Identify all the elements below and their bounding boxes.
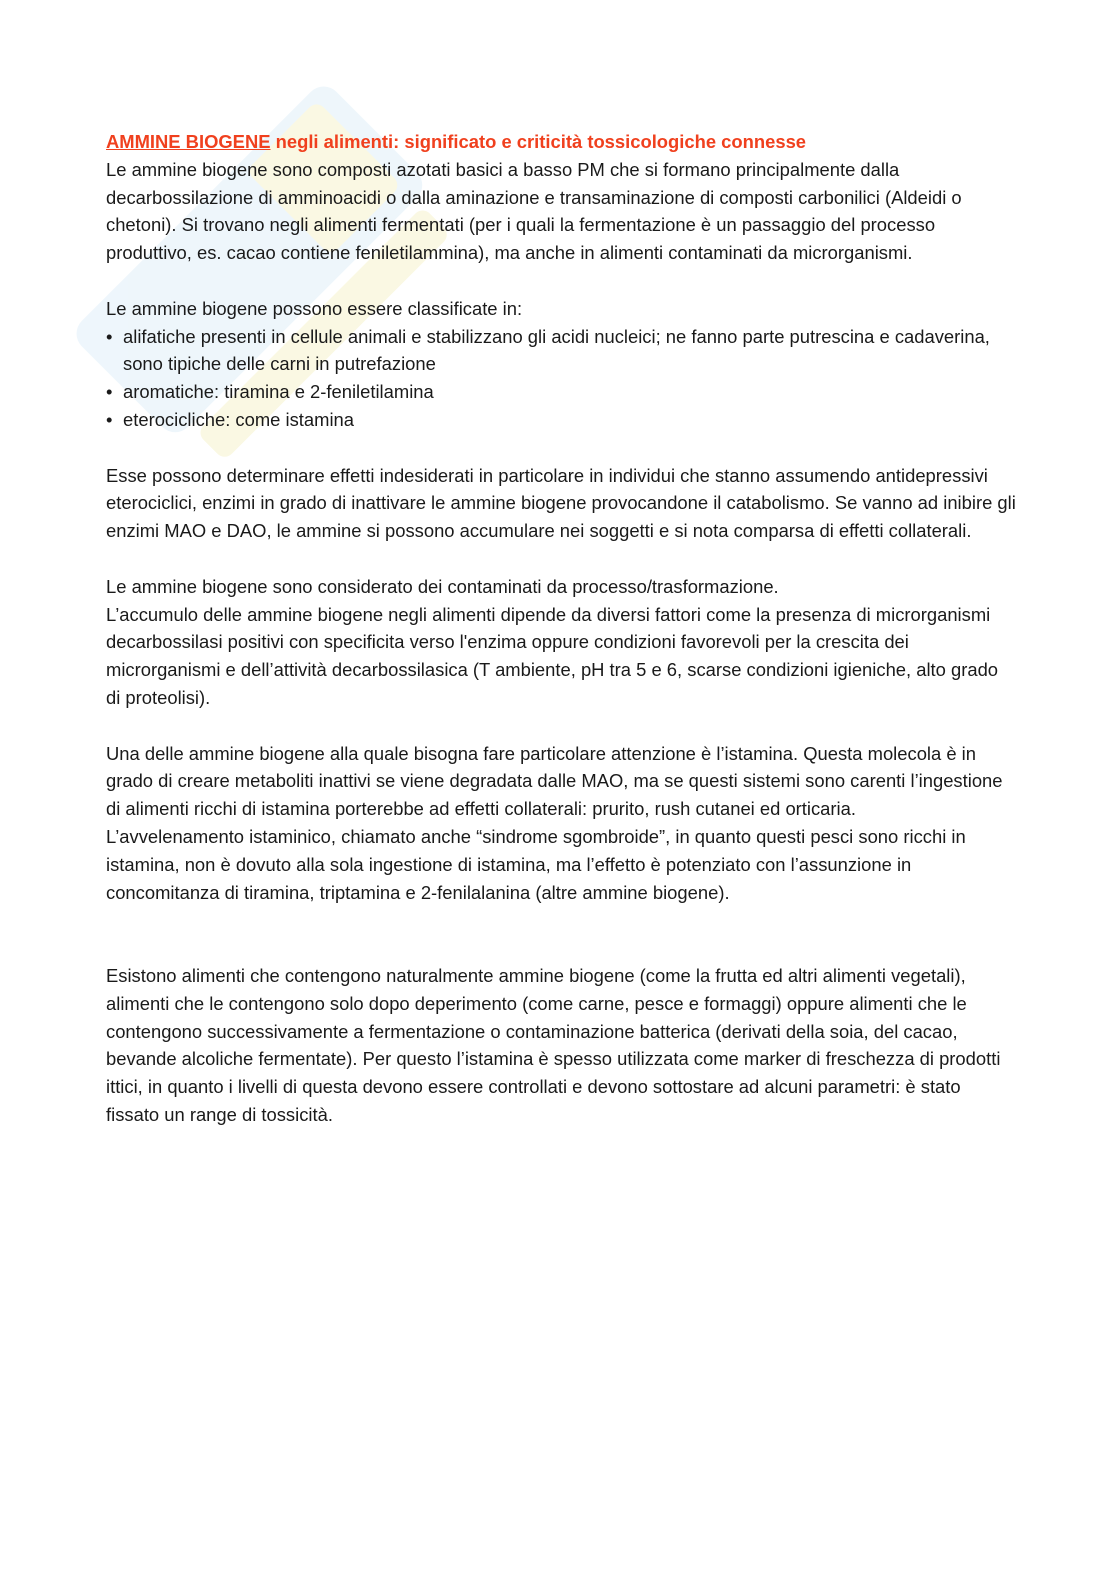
- document-page: [106, 128, 1016, 1129]
- paragraph-accumulation: L’accumulo delle ammine biogene negli alimenti dipende da diversi fattori come la presenza di microrganismi decarbossilasi positivi con specificita verso l'enzima oppure condizioni favorevoli per la crescita dei microrganismi e dell’attività decarbossilasica (T ambiente, pH tra 5 e 6, scarse condizioni igieniche, alto grado di proteolisi).: [106, 603, 999, 708]
- paragraph-intro: Le ammine biogene sono composti azotati basici a basso PM che si formano principalmente dalla decarbossilazione di amminoacidi o dalla aminazione e transaminazione di composti carbonilici (Aldeidi o chetoni). Si trovano negli alimenti fermentati (per i quali la fermentazione è un passaggio del processo produttivo, es. cacao contiene feniletilammina), ma anche in alimenti contaminati da microrganismi.: [106, 158, 962, 264]
- list-item: [106, 378, 1016, 406]
- document-title: [106, 128, 1016, 156]
- spacer: [106, 545, 1016, 573]
- spacer: [106, 906, 1016, 962]
- list-item-text: alifatiche presenti in cellule animali e stabilizzano gli acidi nucleici; ne fanno parte putrescina e cadaverina, sono tipiche delle carni in putrefazione: [123, 325, 990, 375]
- spacer: [106, 434, 1016, 462]
- list-item: [106, 323, 1016, 379]
- paragraph-contaminants: Le ammine biogene sono considerato dei contaminati da processo/trasformazione.: [106, 575, 779, 597]
- paragraph-histamine: Una delle ammine biogene alla quale bisogna fare particolare attenzione è l’istamina. Questa molecola è in grado di creare metaboliti inattivi se viene degradata dalle MAO, ma se questi sistemi sono carenti l’ingestione di alimenti ricchi di istamina porterebbe ad effetti collaterali: prurito, rush cutanei ed orticaria.: [106, 742, 1003, 820]
- list-item-text: aromatiche: tiramina e 2-feniletilamina: [123, 381, 434, 403]
- paragraph-poisoning: L’avvelenamento istaminico, chiamato anche “sindrome sgombroide”, in quanto questi pesci sono ricchi in istamina, non è dovuto alla sola ingestione di istamina, ma l’effetto è potenziato con l’assunzione in concomitanza di tiramina, triptamina e 2-fenilalanina (altre ammine biogene).: [106, 825, 966, 903]
- list-item-text: eterocicliche: come istamina: [123, 408, 354, 430]
- title-rest: negli alimenti: significato e criticità tossicologiche connesse: [270, 131, 807, 152]
- paragraph-foods: Esistono alimenti che contengono naturalmente ammine biogene (come la frutta ed altri alimenti vegetali), alimenti che le contengono solo dopo deperimento (come carne, pesce e formaggi) oppure alimenti che le contengono successivamente a fermentazione o contaminazione batterica (derivati della soia, del cacao, bevande alcoliche fermentate). Per questo l’istamina è spesso utilizzata come marker di freschezza di prodotti ittici, in quanto i livelli di questa devono essere controllati e devono sottostare ad alcuni parametri: è stato fissato un range di tossicità.: [106, 964, 1001, 1125]
- bullet-icon: •: [106, 381, 113, 403]
- paragraph-effects: Esse possono determinare effetti indesiderati in particolare in individui che stanno assumendo antidepressivi eterociclici, enzimi in grado di inattivare le ammine biogene provocandone il catabolismo. Se vanno ad inibire gli enzimi MAO e DAO, le ammine si possono accumulare nei soggetti e si nota comparsa di effetti collaterali.: [106, 464, 1016, 542]
- title-underlined: AMMINE BIOGENE: [106, 131, 271, 152]
- bullet-icon: •: [106, 325, 113, 347]
- spacer: [106, 267, 1016, 295]
- classification-list: [106, 323, 1016, 434]
- paragraph-classification-lead: Le ammine biogene possono essere classificate in:: [106, 297, 523, 319]
- spacer: [106, 712, 1016, 740]
- bullet-icon: •: [106, 408, 113, 430]
- list-item: [106, 406, 1016, 434]
